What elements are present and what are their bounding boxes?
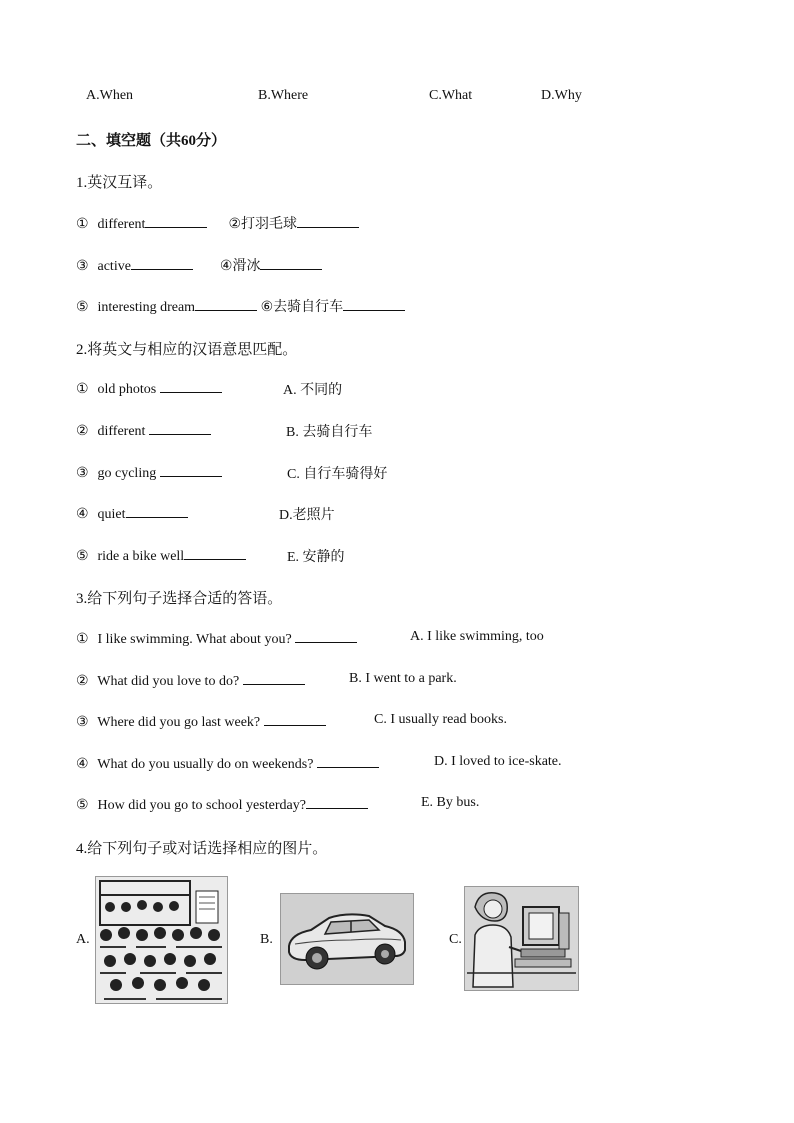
term: quiet xyxy=(97,507,126,522)
picture-label-c: C. xyxy=(449,932,462,947)
option-c: C.What xyxy=(429,88,473,103)
computer-user-icon xyxy=(464,886,579,991)
q2-row-3 xyxy=(76,463,222,482)
item-number: ② xyxy=(228,217,242,232)
q1-row-2 xyxy=(76,255,322,275)
car-icon xyxy=(280,893,414,985)
answer-option: B. I went to a park. xyxy=(349,671,457,686)
q2-row-5 xyxy=(76,546,246,565)
term: active xyxy=(97,259,131,274)
item-number: ② xyxy=(76,674,89,689)
item-number: ④ xyxy=(219,259,233,274)
answer-blank[interactable] xyxy=(295,629,357,643)
term: go cycling xyxy=(97,466,157,481)
item-number: ① xyxy=(76,217,89,232)
item-number: ③ xyxy=(76,466,89,481)
q2-row-2 xyxy=(76,421,211,440)
term: 去骑自行车 xyxy=(273,300,344,315)
answer-blank[interactable] xyxy=(126,504,188,518)
item-number: ③ xyxy=(76,715,89,730)
match-option: A. 不同的 xyxy=(283,383,343,398)
item-number: ⑤ xyxy=(76,798,89,813)
q3-row-1 xyxy=(76,629,357,648)
question: I like swimming. What about you? xyxy=(97,632,292,647)
answer-blank[interactable] xyxy=(243,671,305,685)
term: 滑冰 xyxy=(232,259,261,274)
match-option: E. 安静的 xyxy=(287,550,345,565)
section-title: 二、填空题（共60分） xyxy=(76,133,227,149)
q1-title: 1.英汉互译。 xyxy=(76,175,163,191)
answer-blank[interactable] xyxy=(131,256,193,270)
q3-row-5 xyxy=(76,795,368,814)
q3-row-2 xyxy=(76,671,305,690)
item-number: ⑤ xyxy=(76,300,89,315)
answer-option: A. I like swimming, too xyxy=(410,629,544,644)
option-a: A.When xyxy=(86,88,134,103)
answer-blank[interactable] xyxy=(260,256,322,270)
answer-option: E. By bus. xyxy=(421,795,480,810)
match-option: C. 自行车骑得好 xyxy=(287,467,388,482)
question: What did you love to do? xyxy=(97,674,240,689)
match-option: B. 去骑自行车 xyxy=(286,425,373,440)
item-number: ⑥ xyxy=(260,300,274,315)
q1-row-3 xyxy=(76,296,405,316)
option-b: B.Where xyxy=(258,88,309,103)
answer-blank[interactable] xyxy=(306,795,368,809)
answer-blank[interactable] xyxy=(145,214,207,228)
answer-blank[interactable] xyxy=(297,214,359,228)
item-number: ② xyxy=(76,424,89,439)
q3-row-4 xyxy=(76,754,379,773)
item-number: ⑤ xyxy=(76,549,89,564)
item-number: ① xyxy=(76,382,89,397)
item-number: ④ xyxy=(76,757,89,772)
q3-title: 3.给下列句子选择合适的答语。 xyxy=(76,591,283,607)
term: interesting dream xyxy=(97,300,196,315)
answer-blank[interactable] xyxy=(184,546,246,560)
answer-blank[interactable] xyxy=(149,421,211,435)
q2-title: 2.将英文与相应的汉语意思匹配。 xyxy=(76,342,298,358)
q3-row-3 xyxy=(76,712,326,731)
answer-blank[interactable] xyxy=(317,754,379,768)
answer-blank[interactable] xyxy=(195,297,257,311)
answer-option: D. I loved to ice-skate. xyxy=(434,754,562,769)
answer-blank[interactable] xyxy=(160,379,222,393)
item-number: ③ xyxy=(76,259,89,274)
q1-row-1 xyxy=(76,213,359,233)
term: different xyxy=(97,424,146,439)
q2-row-1 xyxy=(76,379,222,398)
question: How did you go to school yesterday? xyxy=(97,798,306,813)
item-number: ④ xyxy=(76,507,89,522)
bus-crowd-icon xyxy=(95,876,228,1004)
answer-blank[interactable] xyxy=(343,297,405,311)
question: Where did you go last week? xyxy=(97,715,261,730)
option-d: D.Why xyxy=(541,88,582,103)
term: different xyxy=(97,217,146,232)
q4-title: 4.给下列句子或对话选择相应的图片。 xyxy=(76,841,328,857)
match-option: D.老照片 xyxy=(279,508,335,523)
answer-blank[interactable] xyxy=(264,712,326,726)
question: What do you usually do on weekends? xyxy=(97,757,314,772)
answer-blank[interactable] xyxy=(160,463,222,477)
q2-row-4 xyxy=(76,504,188,523)
term: old photos xyxy=(97,382,157,397)
answer-option: C. I usually read books. xyxy=(374,712,507,727)
term: 打羽毛球 xyxy=(241,217,298,232)
picture-label-a: A. xyxy=(76,932,90,947)
picture-label-b: B. xyxy=(260,932,273,947)
item-number: ① xyxy=(76,632,89,647)
term: ride a bike well xyxy=(97,549,185,564)
